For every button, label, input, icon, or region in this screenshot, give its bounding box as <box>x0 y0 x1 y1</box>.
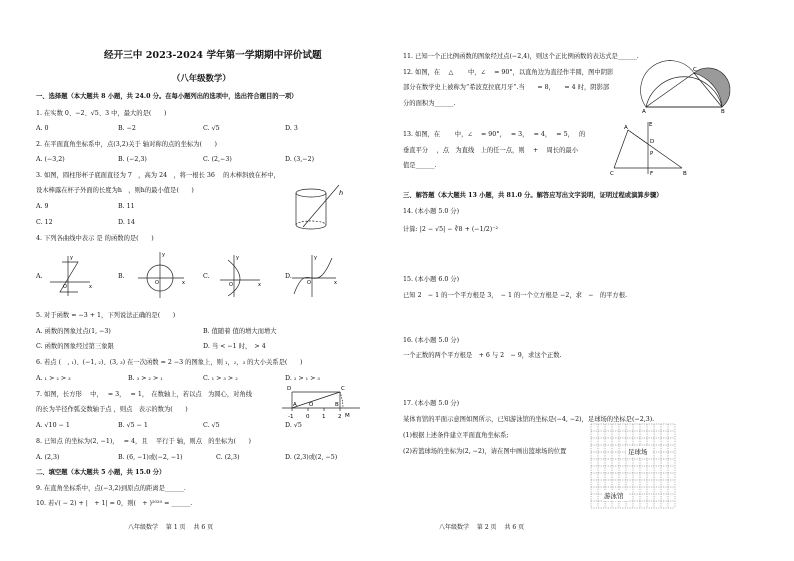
q5-option-d: D. 当 < −1 时， > 4 <box>203 343 266 350</box>
question-14-heading: 14. (本小题 5.0 分) <box>403 208 460 215</box>
question-11: 11. 已知一个正比例函数的图象经过点(−2,4)，则这个正比例函数的表达式是______. <box>403 53 639 60</box>
q7-option-c: C. √5 <box>203 422 220 429</box>
q4-option-b: B. <box>118 273 125 280</box>
question-16-body: 一个正数的两个平方根是 + 6 与 2 − 9，求这个正数. <box>403 352 562 359</box>
q4-option-a: A. <box>36 273 43 280</box>
question-7-line-2: 的长为半径作弧交数轴于点 ，则点 表示的数为( ) <box>36 406 188 413</box>
section-2-heading: 二、填空题（本大题共 5 小题，共 15.0 分） <box>36 469 166 476</box>
perpendicular-bisector-figure <box>610 120 690 176</box>
svg-text:x: x <box>258 282 261 288</box>
q3-option-c: C. 12 <box>36 219 53 226</box>
q3-option-a: A. 9 <box>36 203 49 210</box>
section-3-heading: 三、解答题（本大题共 13 小题，共 81.0 分。解答应写出文字说明，证明过程或演算步骤） <box>403 192 663 199</box>
svg-text:2: 2 <box>338 414 342 420</box>
q8-option-b: B. (6, −1)或(−2, −1) <box>118 454 183 461</box>
q6-option-c: C. ₁ > ₃ > ₂ <box>203 375 238 382</box>
q7-option-b: B. √5 − 1 <box>118 422 148 429</box>
svg-text:B: B <box>721 109 725 115</box>
q1-option-d: D. 3 <box>285 125 298 132</box>
sports-venue-grid-figure <box>589 424 681 510</box>
q3-option-b: B. 11 <box>118 203 135 210</box>
q5-option-a: A. 函数的图象过点(1, −3) <box>36 328 111 335</box>
q4-graph-d <box>290 252 338 298</box>
svg-text:D: D <box>287 386 292 392</box>
q2-option-d: D. (3,−2) <box>285 156 315 163</box>
q4-graph-b <box>136 250 186 300</box>
question-14-body: 计算: |2 − √5| − ∛8 + (−1/2)⁻² <box>403 226 499 233</box>
question-4: 4. 下列各曲线中表示 是 的函数的是( ) <box>36 235 154 242</box>
svg-text:O: O <box>307 280 311 286</box>
q7-option-a: A. √10 − 1 <box>36 422 70 429</box>
question-10: 10. 若√( − 2) + | + 1| = 0，则( + )²⁰²⁰ = ______. <box>36 500 193 507</box>
svg-text:C: C <box>341 386 345 392</box>
q4-graph-a <box>48 252 92 298</box>
svg-text:O: O <box>63 284 67 290</box>
q1-option-c: C. √5 <box>203 125 220 132</box>
svg-text:y: y <box>70 255 73 261</box>
svg-text:B: B <box>683 171 687 177</box>
number-line-rectangle-figure <box>280 383 362 423</box>
question-9: 9. 在直角坐标系中，点(−3,2)到原点的距离是______. <box>36 485 186 492</box>
page-2-footer: 八年级数学 第 2 页 共 6 页 <box>439 524 525 531</box>
q2-option-a: A. (−3,2) <box>36 156 65 163</box>
svg-text:x: x <box>182 280 185 286</box>
svg-text:A: A <box>642 109 646 115</box>
question-13-line-1: 13. 如图，在 中，∠ = 90°， = 3， = 4， = 5， 的 <box>403 131 586 138</box>
svg-text:O: O <box>155 280 159 286</box>
question-1: 1. 在实数 0、−2、√5、3 中，最大的是( ) <box>36 110 167 117</box>
svg-text:P: P <box>650 151 654 157</box>
question-6: 6. 若点 ( , ₁)、(−1, ₂)、(3, ₃) 在一次函数 = 2 −3 的图象上，则 ₁，₂，₃ 的大小关系是( ) <box>36 359 303 366</box>
q6-option-b: B. ₃ > ₂ > ₁ <box>128 375 163 382</box>
question-3-line-1: 3. 如图，圆柱形杯子底面直径为 7 ，高为 24 ，将一根长 36 的木棒斜放在杯中， <box>36 172 280 179</box>
question-13-line-3: 值是______. <box>403 162 437 169</box>
svg-text:-1: -1 <box>288 414 294 420</box>
svg-text:F: F <box>650 171 654 177</box>
football-field-label: 足球场 <box>628 448 648 456</box>
q2-option-c: C. (2,−3) <box>203 156 232 163</box>
svg-text:y: y <box>236 255 239 261</box>
question-17-part-2: (2)若篮球场的坐标为(2, −2)，请在图中画出篮球场的位置 <box>403 448 567 455</box>
section-1-heading: 一、选择题（本大题共 8 小题，共 24.0 分。在每小题列出的选项中，选出符合题目的一项） <box>36 93 298 100</box>
exam-title: 经开三中 2023-2024 学年第一学期期中评价试题 <box>104 50 322 61</box>
question-12-line-2: 部分在数学史上被称为“希波克拉底月牙”.当 = 8， = 4 时，阴影部 <box>403 84 610 91</box>
q1-option-b: B. −2 <box>118 125 136 132</box>
hippocrates-lune-figure <box>642 63 728 113</box>
question-16-heading: 16. (本小题 5.0 分) <box>403 337 460 344</box>
q8-option-a: A. (2,3) <box>36 454 60 461</box>
svg-text:y: y <box>162 252 165 258</box>
svg-text:O: O <box>309 402 314 408</box>
exam-subtitle: （八年级数学） <box>172 73 231 83</box>
question-17-part-1: (1)根据上述条件建立平面直角坐标系; <box>403 432 509 439</box>
svg-text:M: M <box>345 413 350 419</box>
question-17-heading: 17. (本小题 5.0 分) <box>403 400 460 407</box>
svg-text:y: y <box>314 255 317 261</box>
svg-text:0: 0 <box>306 414 310 420</box>
question-12-line-1: 12. 如图，在 △ 中，∠ = 90°，以直角边为直径作半圆，图中阴影 <box>403 69 614 76</box>
question-2: 2. 在平面直角坐标系中，点(3,2)关于 轴对称的点的坐标为( ) <box>36 141 217 148</box>
svg-text:B: B <box>335 402 339 408</box>
page-1-footer: 八年级数学 第 1 页 共 6 页 <box>128 524 214 531</box>
q8-option-c: C. (2,3) <box>216 454 240 461</box>
svg-text:x: x <box>89 284 92 290</box>
svg-text:D: D <box>650 139 655 145</box>
q4-graph-c <box>218 252 262 298</box>
question-13-line-2: 垂直平分 ，点 为直线 上的任一点，则 + 周长的最小 <box>403 147 578 154</box>
q7-option-d: D. √5 <box>285 422 302 429</box>
q6-option-d: D. ₂ > ₁ > ₃ <box>285 375 320 382</box>
q5-option-b: B. 值随着 值的增大而增大 <box>203 328 277 335</box>
q6-option-a: A. ₁ > ₂ > ₃ <box>36 375 71 382</box>
svg-text:O: O <box>229 282 233 288</box>
exam-page-2 <box>397 0 794 561</box>
q4-option-c: C. <box>203 273 210 280</box>
q4-option-d: D. <box>285 273 292 280</box>
svg-text:E: E <box>649 122 653 128</box>
question-17-body: 某体育馆的平面示意图如图所示，已知游泳馆的坐标是(−4, −2)，足球场的坐标是(−2,3). <box>403 416 655 423</box>
q2-option-b: B. (−2,3) <box>118 156 147 163</box>
question-3-line-2: 设木棒露在杯子外面的长度为h ，则h的最小值是( ) <box>36 187 194 194</box>
question-12-line-3: 分的面积为______. <box>403 100 456 107</box>
q1-option-a: A. 0 <box>36 125 49 132</box>
svg-text:C: C <box>693 67 697 73</box>
cylinder-cup-figure <box>293 180 348 232</box>
question-5: 5. 对于函数 = −3 + 1，下列说法正确的是( ) <box>36 312 176 319</box>
svg-text:x: x <box>334 280 337 286</box>
question-7-line-1: 7. 如图，长方形 中， = 3， = 1， 在数轴上，若以点 为圆心，对角线 <box>36 391 253 398</box>
q3-option-d: D. 14 <box>118 219 135 226</box>
q8-option-d: D. (2,3)或(2, −5) <box>285 454 338 461</box>
svg-text:C: C <box>610 171 614 177</box>
svg-text:A: A <box>624 125 628 131</box>
swimming-pool-label: 游泳馆 <box>604 492 624 500</box>
svg-text:A: A <box>293 402 297 408</box>
question-8: 8. 已知点 的坐标为(2, −1)， = 4，且 平行于 轴，则点 的坐标为( ) <box>36 438 251 445</box>
fig3-h-label: h <box>339 189 344 197</box>
question-15-heading: 15. (本小题 6.0 分) <box>403 276 460 283</box>
q5-option-c: C. 函数的图象经过第三象限 <box>36 343 114 350</box>
question-15-body: 已知 2 − 1 的一个平方根是 3， − 1 的一个立方根是 −2，求 − 的平方根. <box>403 292 628 299</box>
svg-text:1: 1 <box>322 414 326 420</box>
